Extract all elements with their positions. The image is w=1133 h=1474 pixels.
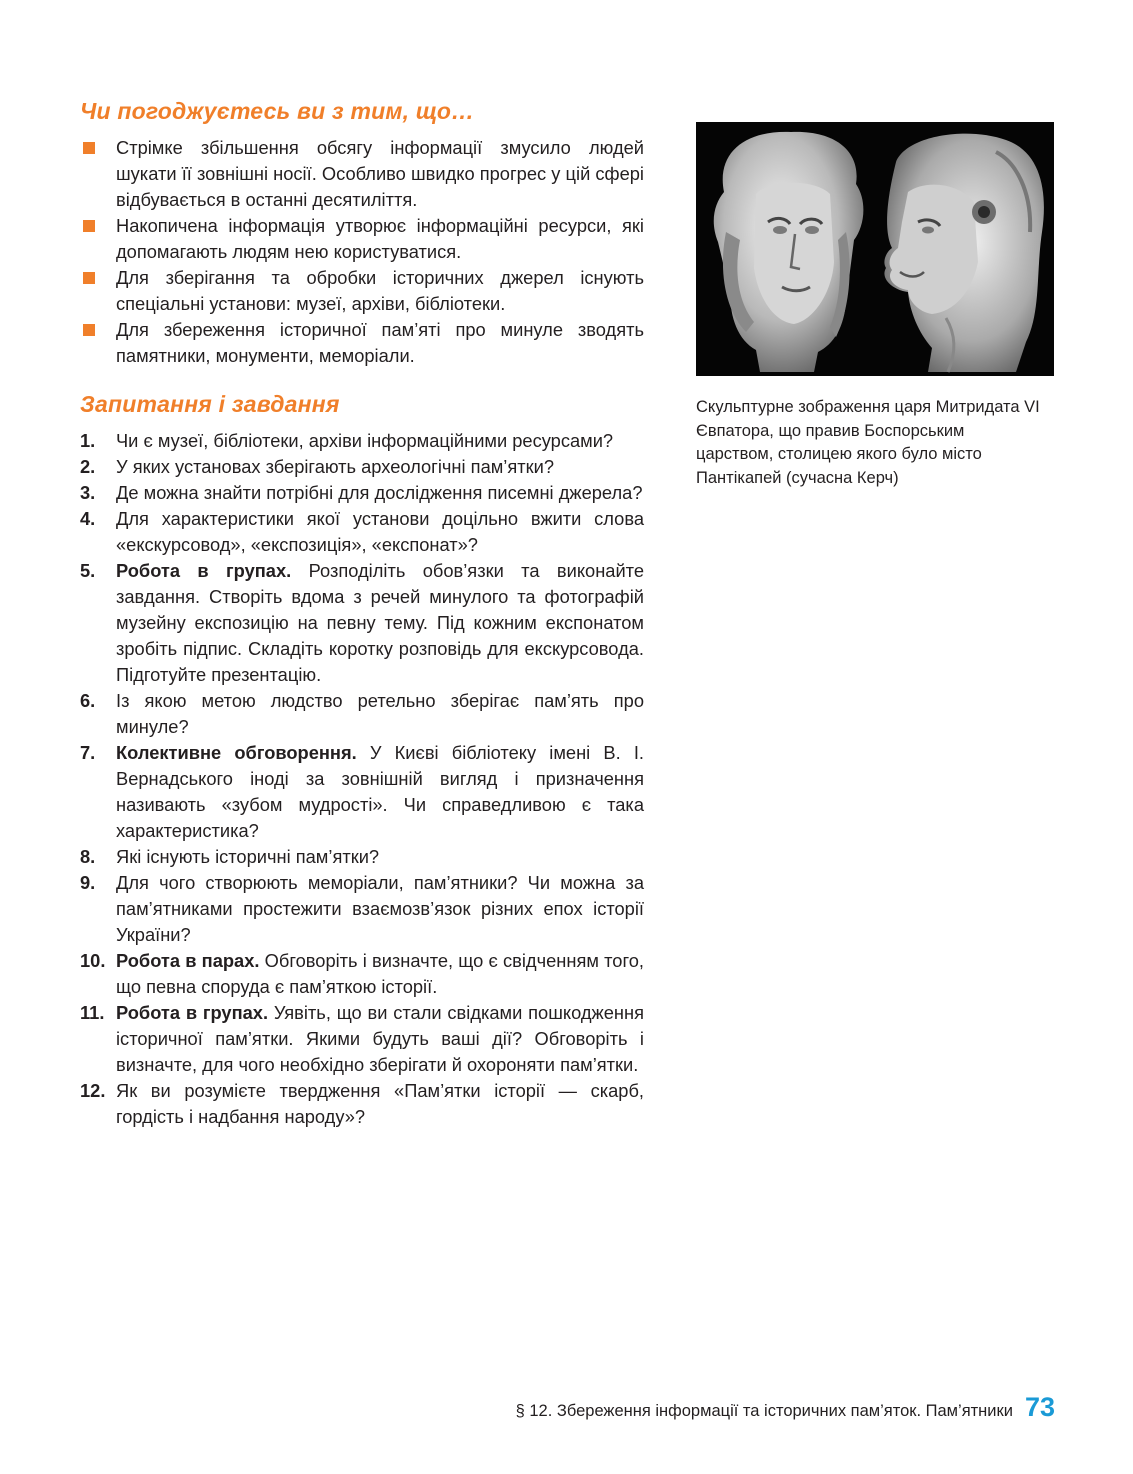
question-item [80,1000,644,1078]
question-text: Із якою метою людство ретельно зберігає пам’ять про минуле? [116,690,644,737]
sculpture-photo [696,122,1054,376]
orange-square-bullet-icon [83,272,95,284]
orange-square-bullet-icon [83,324,95,336]
agree-item [80,135,644,213]
question-lead: Робота в парах. [116,950,260,971]
question-number: 11. [80,1002,105,1023]
agree-item-text: Накопичена інформація утворює інформаційні ресурси, які допомагають людям нею користуватися. [116,215,644,262]
question-text: Де можна знайти потрібні для дослідження писемні джерела? [116,482,643,503]
agree-item-text: Для збереження історичної пам’яті про минуле зводять памятники, монументи, меморіали. [116,319,644,366]
agree-heading: Чи погоджуєтесь ви з тим, що… [80,98,475,124]
question-text: Уявіть, що ви стали свідками пошкодження історичної пам’ятки. Якими будуть ваші дії? Обговоріть і визначте, для чого необхідно зберігати й охороняти пам’ятки. [116,1002,644,1075]
agree-item [80,213,644,265]
questions-list [80,428,644,1130]
question-text: Чи є музеї, бібліотеки, архіви інформаційними ресурсами? [116,430,614,451]
question-item [80,948,644,1000]
agree-item-text: Стрімке збільшення обсягу інформації змусило людей шукати її зовнішні носії. Особливо швидко прогрес у цій сфері відбувається в останні десятиліття. [116,137,644,210]
agree-item-text: Для зберігання та обробки історичних джерел існують спеціальні установи: музеї, архіви, бібліотеки. [116,267,644,314]
question-item [80,454,644,480]
question-item [80,1078,644,1130]
question-item [80,688,644,740]
main-column [80,98,644,1130]
question-text: Для чого створюють меморіали, пам’ятники? Чи можна за пам’ятниками простежити взаємозв’язок різних епох історії України? [116,872,644,945]
orange-square-bullet-icon [83,220,95,232]
question-item [80,740,644,844]
question-item [80,506,644,558]
agree-list [80,135,644,369]
agree-item [80,317,644,369]
question-text: Обговоріть і визначте, що є свідченням того, що певна споруда є пам’яткою історії. [116,950,644,997]
question-text: У яких установах зберігають археологічні пам’ятки? [116,456,555,477]
question-item [80,844,644,870]
question-text: Розподіліть обов’язки та виконайте завдання. Створіть вдома з речей минулого та фотографій музейну експозицію на певну тему. Під кожним експонатом зробіть підпис. Складіть коротку розповідь для екскурсовода. Підготуйте презентацію. [116,560,644,685]
question-number: 9. [80,872,96,893]
question-lead: Робота в групах. [116,560,292,581]
question-text: Для характеристики якої установи доцільно вжити слова «екскурсовод», «експозиція», «експонат»? [116,508,644,555]
question-item [80,428,644,454]
sculpture-heads-image [696,122,1054,376]
footer-running-title: § 12. Збереження інформації та історичних пам’яток. Пам’ятники [515,1402,1013,1420]
question-item [80,870,644,948]
question-number: 2. [80,456,96,477]
question-text: У Києві бібліотеку імені В. І. Вернадського іноді за зовнішній вигляд і призначення називають «зубом мудрості». Чи справедливою є така характеристика? [116,742,644,841]
agree-item [80,265,644,317]
question-number: 4. [80,508,96,529]
question-text: Як ви розумієте твердження «Пам’ятки історії — скарб, гордість і надбання народу»? [116,1080,644,1127]
question-number: 10. [80,950,106,971]
question-item [80,480,644,506]
question-lead: Колективне обговорення. [116,742,357,763]
question-number: 5. [80,560,96,581]
questions-heading: Запитання і завдання [80,391,340,417]
question-number: 7. [80,742,96,763]
question-item [80,558,644,688]
question-text: Які існують історичні пам’ятки? [116,846,380,867]
question-number: 1. [80,430,96,451]
page-footer [400,1392,1055,1423]
orange-square-bullet-icon [83,142,95,154]
question-lead: Робота в групах. [116,1002,269,1023]
question-number: 12. [80,1080,106,1101]
question-number: 3. [80,482,96,503]
figure-caption: Скульптурне зображення царя Митридата VI Євпатора, що правив Боспорським царством, столицею якого було місто Пантікапей (сучасна Керч) [696,398,1040,487]
question-number: 8. [80,846,96,867]
page-number: 73 [1024,1392,1055,1422]
question-number: 6. [80,690,96,711]
